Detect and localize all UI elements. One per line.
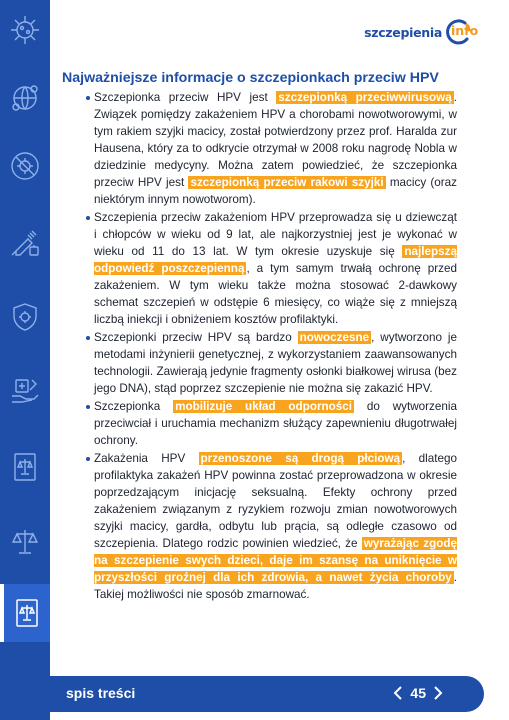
- vaccination-hand-icon[interactable]: [5, 371, 45, 411]
- no-virus-icon[interactable]: [5, 146, 45, 186]
- bullet-icon: [86, 405, 90, 409]
- page-number: 45: [410, 685, 426, 701]
- syringe-icon[interactable]: [5, 222, 45, 262]
- highlight: nowoczesne: [299, 331, 370, 344]
- bullet-icon: [86, 216, 90, 220]
- list-item: Szczepienia przeciw zakażeniom HPV przeprowadza się u dziewcząt i chłopców w wieku od 9 lat, ale najkorzystniej jest je wykonać w wieku od 11 do 13 lat. W tym okresie uzyskuje się najlepszą odpowiedź poszczepienną , a tym samym trwałą ochronę przed zakażeniem. W tym wieku także można stosować 2-dawkowy schemat szczepień w odstępie 6 miesięcy, co wiąże się z mniejszą liczbą iniekcji i obniżeniem kosztów profilaktyki.: [62, 209, 457, 328]
- law-document-icon[interactable]: [5, 447, 45, 487]
- highlight: mobilizuje układ odporności: [175, 400, 353, 413]
- list-item: Szczepionka przeciw HPV jest szczepionką przeciwwirusową . Związek pomiędzy zakażeniem HPV a chorobami nowotworowymi, w tym rakiem szyjki macicy, został potwierdzony przez prof. Haralda zur Hausena, który za to odkrycie otrzymał w 2008 roku nagrodę Nobla w dziedzinie medycyny. Można zatem powiedzieć, że szczepionka przeciw HPV jest szczepionką przeciw rakowi szyjki macicy (oraz niektórym innym nowotworom).: [62, 89, 457, 208]
- next-page-icon[interactable]: [432, 683, 444, 703]
- prev-page-icon[interactable]: [392, 683, 404, 703]
- logo-accent: info: [451, 23, 479, 38]
- highlight: najlepszą odpowiedź poszczepienną: [94, 245, 457, 275]
- global-virus-icon[interactable]: [5, 78, 45, 118]
- table-of-contents-link[interactable]: spis treści: [66, 685, 136, 701]
- list-item: Szczepionki przeciw HPV są bardzo nowoczesne , wytworzono je metodami inżynierii genetycznej, z wykorzystaniem zaawansowanych technologii. Zawierają jedynie fragmenty osłonki białkowej wirusa (bez jego DNA), stąd poprzez szczepienie nie można się zakazić HPV.: [62, 329, 457, 397]
- highlight: przenoszone są drogą płciową: [200, 452, 401, 465]
- shield-virus-icon[interactable]: [5, 297, 45, 337]
- virus-icon[interactable]: [5, 10, 45, 50]
- scales-icon[interactable]: [5, 522, 45, 562]
- bullet-icon: [86, 336, 90, 340]
- list-item: Zakażenia HPV przenoszone są drogą płciową , dlatego profilaktyka zakażeń HPV powinna zostać przeprowadzona w okresie poprzedzającym inicjację seksualną. Efekty ochrony przed zakażeniem związanym z ryzykiem rozwoju zmian nowotworowych szyjki macicy, gardła, odbytu lub prącia, są odległe czasowo od szczepienia. Dlatego rodzic powinien wiedzieć, że wyrażając zgodę na szczepienie swych dzieci, daje im szansę na uniknięcie w przyszłości groźnej dla ich zdrowia, a nawet życia choroby . Takiej możliwości nie sposób zmarnować.: [62, 450, 457, 603]
- page-title: Najważniejsze informacje o szczepionkach przeciw HPV: [62, 70, 439, 86]
- logo-mark: [443, 17, 479, 47]
- footer-bar: [50, 676, 484, 712]
- logo-text: szczepienia: [364, 24, 442, 40]
- highlight: wyrażając zgodę na szczepienie swych dzieci, daje im szansę na uniknięcie w przyszłości groźnej dla ich zdrowia, a nawet życia choroby: [94, 537, 457, 584]
- scales-book-icon[interactable]: [0, 584, 50, 642]
- bullet-icon: [86, 457, 90, 461]
- highlight: szczepionką przeciwwirusową: [278, 91, 452, 104]
- brand-logo[interactable]: [364, 17, 479, 47]
- list-item: Szczepionka mobilizuje układ odporności do wytworzenia przeciwciał i uruchamia mechanizm służący zapewnieniu długotrwałej ochrony.: [62, 398, 457, 449]
- highlight: szczepionką przeciw rakowi szyjki: [190, 176, 384, 189]
- sidebar: [0, 0, 50, 720]
- pager: [392, 683, 444, 703]
- bullet-icon: [86, 96, 90, 100]
- bullet-list: [62, 89, 457, 604]
